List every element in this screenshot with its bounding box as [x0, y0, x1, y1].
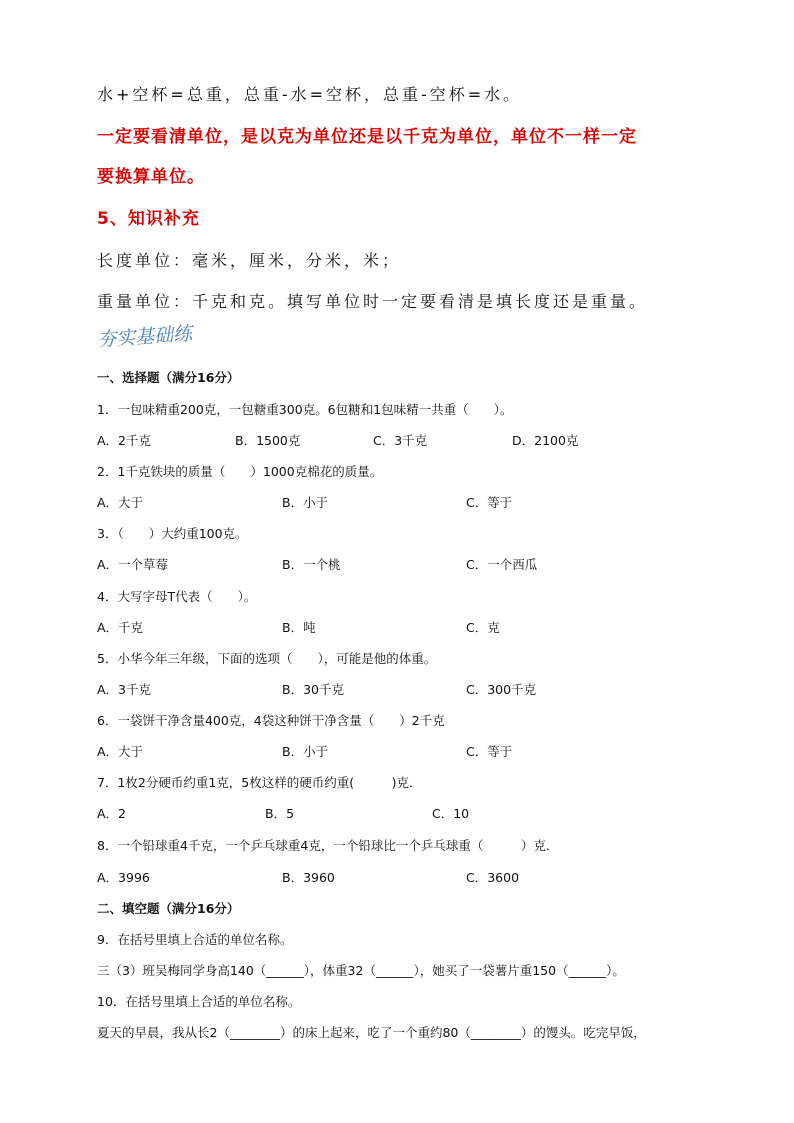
question-1-option-C: C．3千克 — [373, 433, 428, 448]
warning-text-line1: 一定要看清单位，是以克为单位还是以千克为单位，单位不一样一定 — [97, 127, 637, 147]
question-2-option-C: C．等于 — [466, 495, 513, 510]
question-4-option-A: A．千克 — [97, 620, 144, 635]
q9-text: 三（3）班吴梅同学身高140（______），体重32（______），她买了一袋薯片重150（______）。 — [97, 963, 625, 978]
question-2-option-A: A．大于 — [97, 495, 144, 510]
question-6-option-C: C．等于 — [466, 744, 513, 759]
question-8-option-A: A．3996 — [97, 870, 150, 885]
q9-prompt: 9．在括号里填上合适的单位名称。 — [97, 932, 293, 947]
q10-prompt: 10．在括号里填上合适的单位名称。 — [97, 994, 301, 1009]
weight-units-text: 重量单位：千克和克。填写单位时一定要看清是填长度还是重量。 — [97, 292, 649, 311]
question-1: 1．一包味精重200克，一包糖重300克。6包糖和1包味精一共重（ ）。 — [97, 402, 513, 417]
question-3-option-B: B．一个桃 — [282, 557, 341, 572]
question-5: 5．小华今年三年级，下面的选项（ ），可能是他的体重。 — [97, 651, 437, 666]
question-3-option-A: A．一个草莓 — [97, 557, 169, 572]
question-5-option-B: B．30千克 — [282, 682, 344, 697]
question-4-option-B: B．吨 — [282, 620, 316, 635]
section5-heading: 5、知识补充 — [97, 209, 200, 229]
question-1-option-B: B．1500克 — [235, 433, 301, 448]
question-8-option-C: C．3600 — [466, 870, 520, 885]
question-7-option-A: A．2 — [97, 806, 127, 821]
question-5-option-A: A．3千克 — [97, 682, 152, 697]
part1-heading: 一、选择题（满分16分） — [97, 370, 240, 385]
question-7: 7．1枚2分硬币约重1克，5枚这样的硬币约重( )克． — [97, 775, 422, 790]
question-2: 2．1千克铁块的质量（ ）1000克棉花的质量。 — [97, 464, 383, 479]
question-6-option-A: A．大于 — [97, 744, 144, 759]
part2-heading: 二、填空题（满分16分） — [97, 901, 240, 916]
question-1-option-A: A．2千克 — [97, 433, 152, 448]
question-2-option-B: B．小于 — [282, 495, 329, 510]
length-units-text: 长度单位：毫米，厘米，分米，米； — [97, 251, 402, 270]
q10-text: 夏天的早晨，我从长2（________）的床上起来，吃了一个重约80（________）的馒头。吃完早饭， — [97, 1025, 646, 1040]
question-8: 8．一个铅球重4千克，一个乒乓球重4克，一个铅球比一个乒乓球重（ ）克． — [97, 838, 559, 853]
question-3: 3．（ ）大约重100克。 — [97, 526, 248, 541]
question-1-option-D: D．2100克 — [512, 433, 579, 448]
question-3-option-C: C．一个西瓜 — [466, 557, 538, 572]
question-6-option-B: B．小于 — [282, 744, 329, 759]
formula-text: 水+空杯=总重，总重-水=空杯，总重-空杯=水。 — [97, 85, 523, 104]
question-7-option-B: B．5 — [265, 806, 295, 821]
section-logo: 夯实基础练 — [96, 322, 193, 352]
question-4: 4．大写字母T代表（ ）。 — [97, 589, 257, 604]
question-7-option-C: C．10 — [432, 806, 470, 821]
question-8-option-B: B．3960 — [282, 870, 335, 885]
question-4-option-C: C．克 — [466, 620, 500, 635]
warning-text-line2: 要换算单位。 — [97, 167, 205, 187]
question-5-option-C: C．300千克 — [466, 682, 537, 697]
question-6: 6．一袋饼干净含量400克，4袋这种饼干净含量（ ）2千克 — [97, 713, 445, 728]
